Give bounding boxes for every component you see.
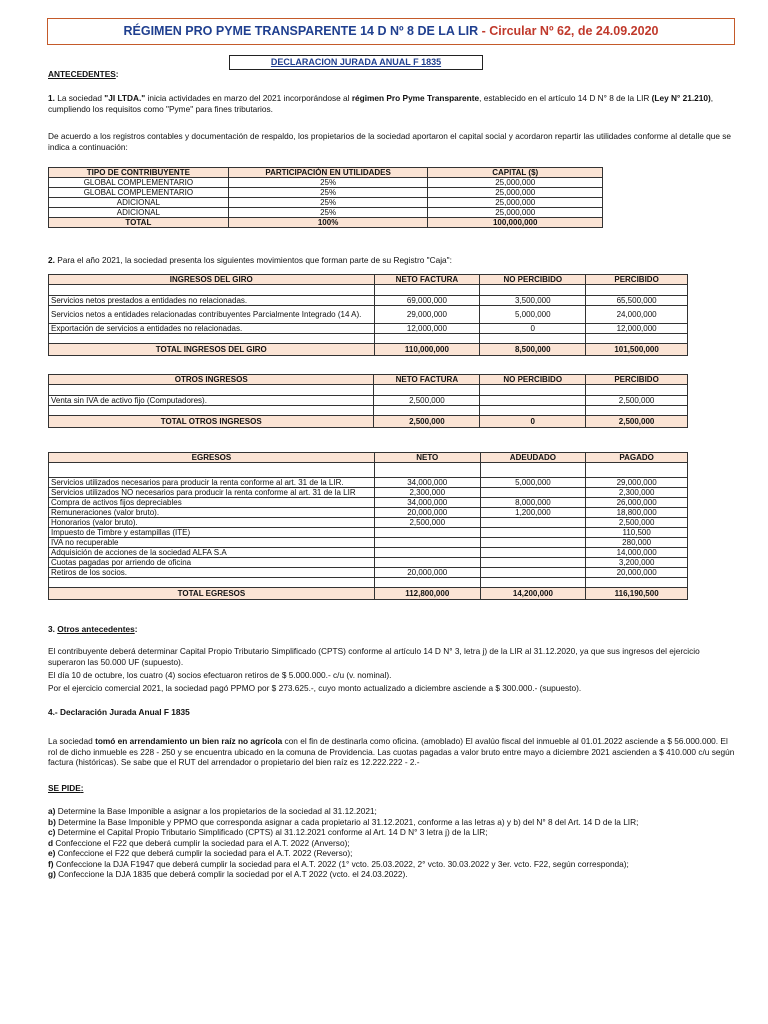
antecedentes-heading: ANTECEDENTES: — [48, 69, 119, 79]
spacer-row — [49, 463, 688, 478]
se-pide-heading: SE PIDE: — [48, 783, 84, 793]
owners-total-row: TOTAL 100% 100,000,000 — [49, 218, 603, 228]
table-row: Cuotas pagadas por arriendo de oficina 3,200,000 — [49, 558, 688, 568]
owners-header-row — [49, 168, 603, 178]
section-3-p1: El contribuyente deberá determinar Capital Propio Tributario Simplificado (CPTS) conforme al artículo 14 D N° 3, letra j) de la LIR al 31.12.2020, ya que sus ingresos del ejercicio superaron las 50.000 UF (supuesto). — [48, 646, 700, 667]
paragraph-1: 1. La sociedad "JI LTDA." inicia actividades en marzo del 2021 incorporándose al régimen Pro Pyme Transparente, establecido en el artículo 14 D N° 8 de la LIR (Ley N° 21.210), cumpliendo los requisitos como "Pyme" para fines tributarios. — [48, 93, 714, 114]
otros-ingresos-table — [48, 374, 688, 428]
list-item: f) Confeccione la DJA F1947 que deberá cumplir la sociedad para el A.T. 2022 (1° vcto. 25.03.2022, 2° vcto. 30.03.2022 y 3er. vcto. F22, según corresponda); — [48, 858, 629, 869]
egresos-table — [48, 452, 688, 600]
title-separator: - — [478, 24, 490, 38]
spacer-row — [49, 285, 688, 296]
table-row: Servicios utilizados NO necesarios para producir la renta conforme al art. 31 de la LIR 2,300,000 2,300,000 — [49, 488, 688, 498]
table-row: Servicios netos prestados a entidades no relacionadas. 69,000,000 3,500,000 65,500,000 — [49, 296, 688, 306]
table-row: Venta sin IVA de activo fijo (Computadores). 2,500,000 2,500,000 — [49, 396, 688, 406]
table-row: Remuneraciones (valor bruto). 20,000,000 1,200,000 18,800,000 — [49, 508, 688, 518]
se-pide-list — [48, 806, 748, 880]
table-row: Adquisición de acciones de la sociedad ALFA S.A 14,000,000 — [49, 548, 688, 558]
list-item: c) Determine el Capital Propio Tributario Simplificado (CPTS) al 31.12.2021 conforme al Art. 14 D N° 3 letra j) de la LIR; — [48, 827, 488, 837]
table-row: IVA no recuperable 280,000 — [49, 538, 688, 548]
list-item: a) Determine la Base Imponible a asignar a los propietarios de la sociedad al 31.12.2021; — [48, 806, 377, 816]
otros-ingresos-total-row: TOTAL OTROS INGRESOS 2,500,000 0 2,500,000 — [49, 416, 688, 428]
owners-header-cell: PARTICIPACIÓN EN UTILIDADES — [228, 168, 428, 178]
table-row: GLOBAL COMPLEMENTARIO 25% 25,000,000 — [49, 178, 603, 188]
egresos-total-row: TOTAL EGRESOS 112,800,000 14,200,000 116,190,500 — [49, 588, 688, 600]
owners-header-cell: TIPO DE CONTRIBUYENTE — [49, 168, 229, 178]
owners-table — [48, 167, 603, 228]
title-main: RÉGIMEN PRO PYME TRANSPARENTE 14 D Nº 8 DE LA LIR — [123, 24, 479, 38]
section-3-heading: 3. Otros antecedentes: — [48, 624, 138, 634]
spacer-row — [49, 578, 688, 588]
spacer-row — [49, 406, 688, 416]
section-4-heading: 4.- Declaración Jurada Anual F 1835 — [48, 707, 190, 717]
spacer-row — [49, 385, 688, 396]
table-row: Exportación de servicios a entidades no relacionadas. 12,000,000 0 12,000,000 — [49, 324, 688, 334]
table-row: Compra de activos fijos depreciables 34,000,000 8,000,000 26,000,000 — [49, 498, 688, 508]
otros-ingresos-header-row: OTROS INGRESOS NETO FACTURA NO PERCIBIDO PERCIBIDO — [49, 375, 688, 385]
list-item: g) Confeccione la DJA 1835 que deberá complir la sociedad por el A.T 2022 (vcto. el 24.03.2022). — [48, 869, 408, 879]
table-row: GLOBAL COMPLEMENTARIO 25% 25,000,000 — [49, 188, 603, 198]
table-row: Servicios netos a entidades relacionadas contribuyentes Parcialmente Integrado (14 A). 29,000,000 5,000,000 24,000,000 — [49, 306, 688, 324]
title-circular: Circular Nº 62, de 24.09.2020 — [489, 24, 659, 38]
section-3-p2: El día 10 de octubre, los cuatro (4) socios efectuaron retiros de $ 5.000.000.- c/u (v. nominal). — [48, 670, 392, 680]
declaracion-label: DECLARACION JURADA ANUAL F 1835 — [229, 55, 483, 70]
table-row: Impuesto de Timbre y estampillas (ITE) 110,500 — [49, 528, 688, 538]
list-item: b) Determine la Base Imponible y PPMO que corresponda asignar a cada propietario al 31.12.2021, conforme a las letras a) y b) del N° 8 del Art. 14 D de la LIR; — [48, 816, 639, 827]
table-row: ADICIONAL 25% 25,000,000 — [49, 208, 603, 218]
list-item: e) Confeccione el F22 que deberá cumplir la sociedad para el A.T. 2022 (Reverso); — [48, 848, 353, 858]
ingresos-giro-total-row: TOTAL INGRESOS DEL GIRO 110,000,000 8,500,000 101,500,000 — [49, 344, 688, 356]
ingresos-giro-table — [48, 274, 688, 356]
ingresos-giro-header-row: INGRESOS DEL GIRO NETO FACTURA NO PERCIBIDO PERCIBIDO — [49, 275, 688, 285]
table-row: ADICIONAL 25% 25,000,000 — [49, 198, 603, 208]
section-3-p3: Por el ejercicio comercial 2021, la sociedad pagó PPMO por $ 273.625.-, cuyo monto actualizado a diciembre asciende a $ 300.000.- (supuesto). — [48, 683, 582, 693]
spacer-row — [49, 334, 688, 344]
table-row: Servicios utilizados necesarios para producir la renta conforme al art. 31 de la LIR. 34,000,000 5,000,000 29,000,000 — [49, 478, 688, 488]
table-row: Honorarios (valor bruto). 2,500,000 2,500,000 — [49, 518, 688, 528]
document-title — [47, 18, 735, 45]
owners-header-cell: CAPITAL ($) — [428, 168, 603, 178]
table-row: Retiros de los socios. 20,000,000 20,000,000 — [49, 568, 688, 578]
section-4-paragraph: La sociedad tomó en arrendamiento un bien raíz no agrícola con el fin de destinarla como oficina. (amoblado) El avalúo fiscal del inmueble al 01.01.2022 asciende a $ 56.000.000. El rol de dicho inmueble es 228 - 250 y se encuentra ubicado en la comuna de Providencia. Las cuotas pagadas a valor bruto entre mayo a diciembre 2021 ascienden a $ 410.000 c/u según factura (históricas). Se sabe que el RUT del arrendador o propietario del bien raíz es 12.222.222 - 2.- — [48, 736, 735, 767]
egresos-header-row: EGRESOS NETO ADEUDADO PAGADO — [49, 453, 688, 463]
paragraph-2: De acuerdo a los registros contables y documentación de respaldo, los propietarios de la sociedad aportaron el capital social y acordaron repartir las utilidades conforme al detalle que se indica a continuación: — [48, 131, 732, 152]
section-2-intro: 2. Para el año 2021, la sociedad presenta los siguientes movimientos que forman parte de su Registro "Caja": — [48, 255, 452, 265]
list-item: d Confeccione el F22 que deberá cumplir la sociedad para el A.T. 2022 (Anverso); — [48, 837, 350, 848]
